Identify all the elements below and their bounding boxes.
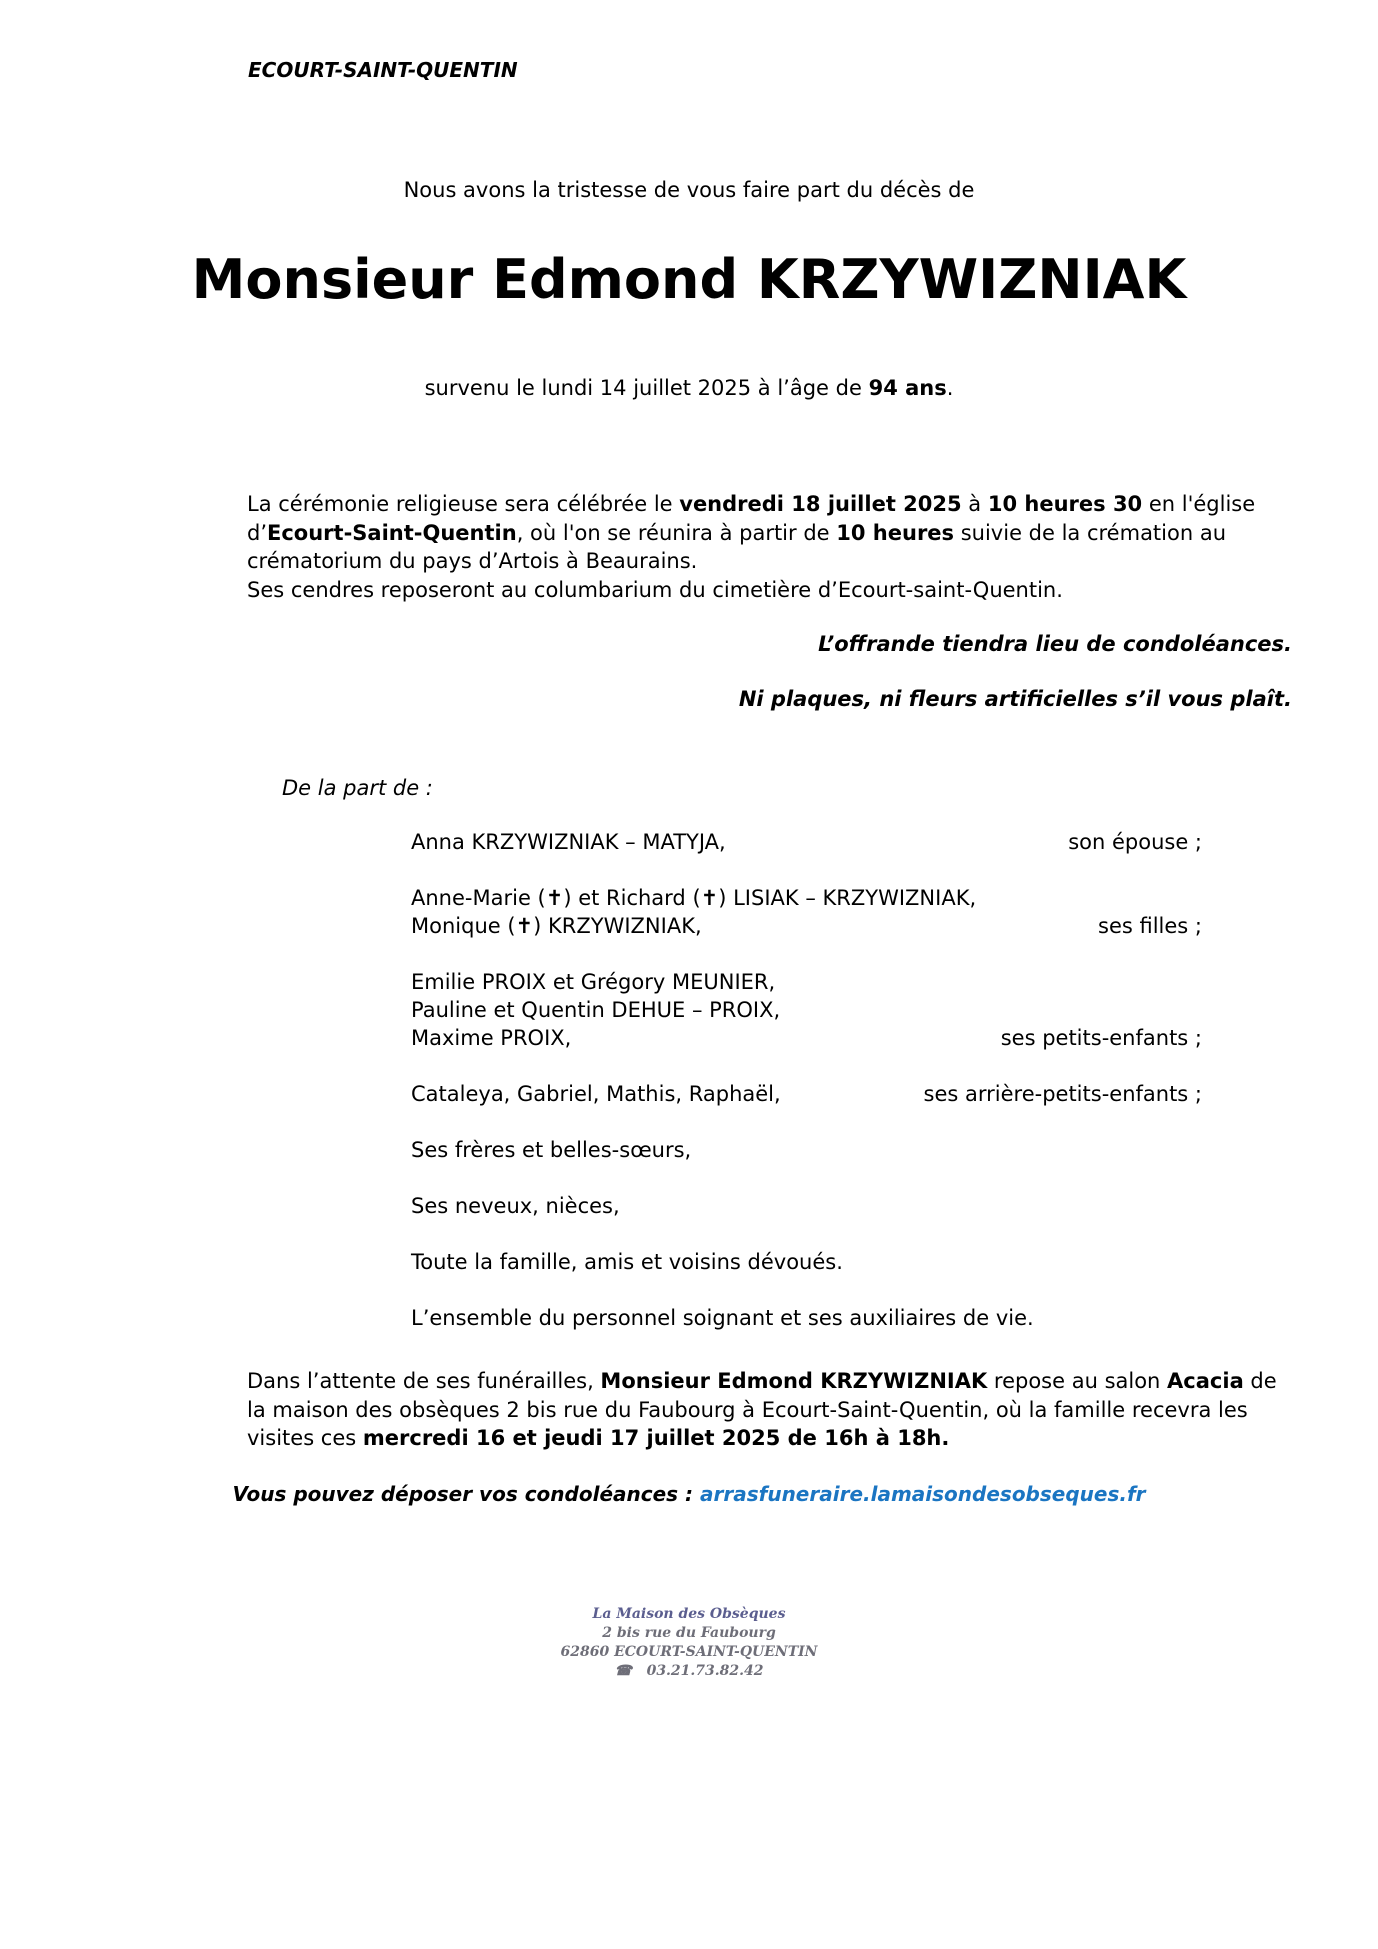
visitation-paragraph (247, 1367, 1297, 1453)
intro-text: Nous avons la tristesse de vous faire part du décès de (403, 178, 975, 202)
flowers-note: Ni plaques, ni fleurs artificielles s’il vous plaît. (738, 687, 1292, 711)
death-info (0, 376, 1378, 400)
footer-phone: 03.21.73.82.42 (646, 1663, 764, 1679)
ceremony-time: 10 heures 30 (987, 492, 1143, 516)
visitation-name: Monsieur Edmond KRZYWIZNIAK (600, 1369, 988, 1393)
family-line: Toute la famille, amis et voisins dévoués. (411, 1250, 843, 1274)
condolences-line (0, 1482, 1378, 1506)
gather-time: 10 heures (836, 520, 955, 545)
condolences-link[interactable]: arrasfuneraire.lamaisondesobseques.fr (700, 1482, 1146, 1506)
ashes-text: Ses cendres reposeront au columbarium du cimetière d’Ecourt-saint-Quentin. (247, 577, 1063, 602)
family-line: Anne-Marie (✝) et Richard (✝) LISIAK – KRZYWIZNIAK, (411, 886, 977, 910)
family-relation: ses arrière-petits-enfants ; (923, 1082, 1202, 1106)
family-relation: ses petits-enfants ; (1000, 1026, 1202, 1050)
family-line: L’ensemble du personnel soignant et ses auxiliaires de vie. (411, 1306, 1034, 1330)
family-relation: ses filles ; (1098, 914, 1202, 938)
footer-company: La Maison des Obsèques (592, 1606, 786, 1622)
footer-city: 62860 ECOURT-SAINT-QUENTIN (560, 1644, 818, 1660)
ceremony-text: à (961, 492, 988, 516)
ceremony-paragraph (247, 490, 1297, 604)
family-line: Anna KRZYWIZNIAK – MATYJA, (411, 830, 726, 854)
visitation-text: repose au salon (987, 1369, 1168, 1393)
footer-phone-line (0, 1663, 1378, 1679)
family-heading: De la part de : (282, 776, 433, 800)
family-line: Ses frères et belles-sœurs, (411, 1138, 692, 1162)
family-line: Emilie PROIX et Grégory MEUNIER, (411, 970, 776, 994)
family-line: Pauline et Quentin DEHUE – PROIX, (411, 998, 781, 1022)
death-prefix: survenu le lundi 14 juillet 2025 à l’âge de (424, 376, 869, 400)
ceremony-text: , où l'on se réunira à partir de (516, 520, 837, 545)
ceremony-text: en l'église d’ (247, 492, 1256, 545)
family-relation: son épouse ; (1068, 830, 1202, 854)
ceremony-date: vendredi 18 juillet 2025 (679, 492, 962, 516)
ceremony-text: La cérémonie religieuse sera célébrée le (247, 492, 680, 516)
family-line: Cataleya, Gabriel, Mathis, Raphaël, (411, 1082, 781, 1106)
visitation-dates: mercredi 16 et jeudi 17 juillet 2025 de 16h à 18h. (362, 1426, 950, 1450)
salon-name: Acacia (1167, 1369, 1244, 1393)
condolences-label: Vous pouvez déposer vos condoléances : (232, 1482, 700, 1506)
offering-note: L’offrande tiendra lieu de condoléances. (818, 632, 1292, 656)
phone-icon: ☎ (614, 1663, 632, 1679)
family-line: Ses neveux, nièces, (411, 1194, 620, 1218)
death-suffix: . (946, 376, 954, 400)
ceremony-church: Ecourt-Saint-Quentin (267, 520, 517, 545)
family-line: Monique (✝) KRZYWIZNIAK, (411, 914, 702, 938)
age: 94 ans (868, 376, 947, 400)
deceased-name: Monsieur Edmond KRZYWIZNIAK (191, 248, 1187, 311)
family-line: Maxime PROIX, (411, 1026, 572, 1050)
ceremony-text: suivie de la crémation au crématorium du pays d’Artois à Beaurains. (247, 520, 1227, 573)
footer-street: 2 bis rue du Faubourg (602, 1625, 776, 1641)
town-heading: ECOURT-SAINT-QUENTIN (248, 58, 518, 82)
visitation-text: de la maison des obsèques 2 bis rue du Faubourg à Ecourt-Saint-Quentin, où la famille recevra les visites ces (247, 1369, 1277, 1450)
visitation-text: Dans l’attente de ses funérailles, (247, 1369, 601, 1393)
